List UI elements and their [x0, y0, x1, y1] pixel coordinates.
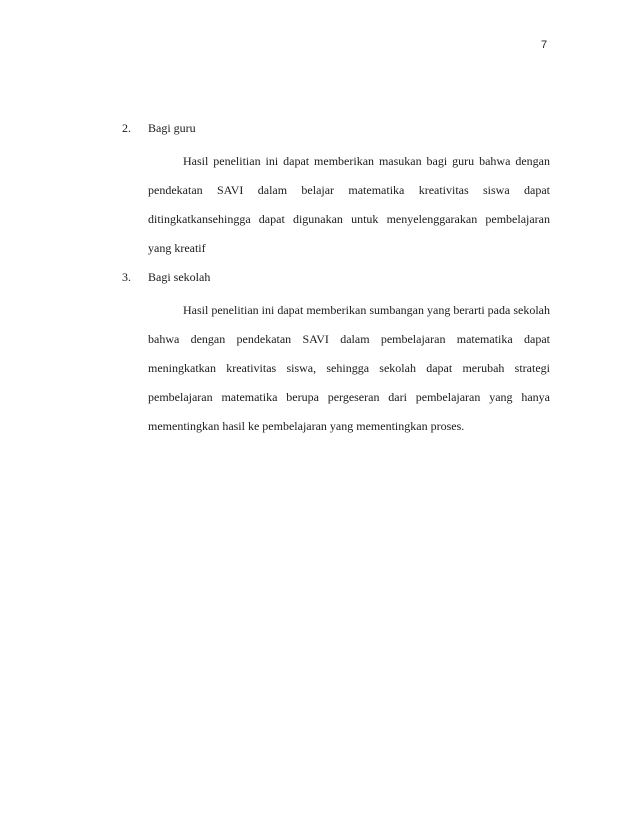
- list-item-number: 3.: [122, 270, 131, 284]
- page-number: 7: [541, 39, 548, 51]
- list-item-number: 2.: [122, 121, 131, 135]
- list-item-paragraph: Hasil penelitian ini dapat memberikan masukan bagi guru bahwa dengan pendekatan SAVI dalam belajar matematika kreativitas siswa dapat ditingkatkansehingga dapat digunakan untuk menyelenggarakan pembelajaran yang kreatif: [148, 154, 550, 255]
- list-item-title: Bagi guru: [148, 121, 196, 135]
- list-item-paragraph: Hasil penelitian ini dapat memberikan sumbangan yang berarti pada sekolah bahwa dengan pendekatan SAVI dalam pembelajaran matematika dapat meningkatkan kreativitas siswa, sehingga sekolah dapat merubah strategi pembelajaran matematika berupa pergeseran dari pembelajaran yang hanya mementingkan hasil ke pembelajaran yang mementingkan proses.: [148, 303, 550, 433]
- list-item-heading: [122, 267, 550, 287]
- list-item-title: Bagi sekolah: [148, 270, 211, 284]
- list-item-heading: [122, 118, 550, 138]
- document-body: [122, 118, 550, 441]
